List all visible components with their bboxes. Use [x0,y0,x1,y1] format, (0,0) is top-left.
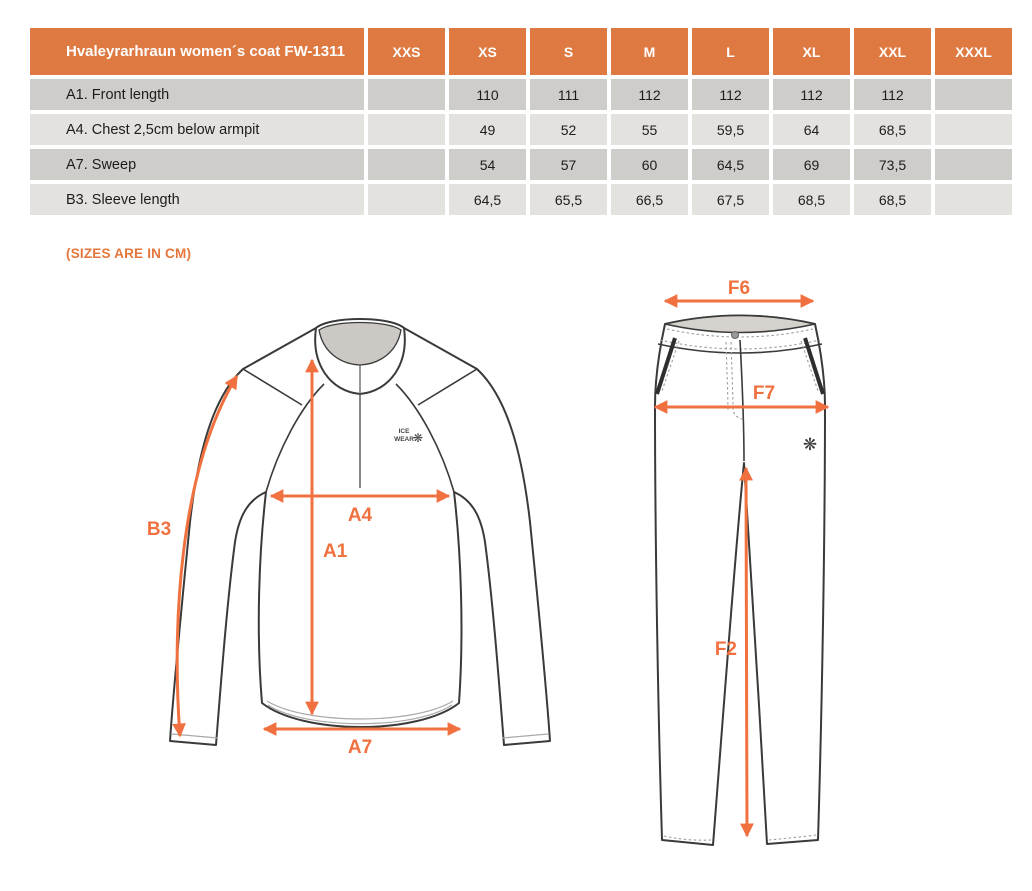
size-value [935,114,1012,145]
jacket-measurement-diagram [128,302,568,792]
size-value: 65,5 [530,184,607,215]
measurement-label: B3. Sleeve length [30,184,364,215]
size-value [368,114,445,145]
size-value: 110 [449,79,526,110]
a4-label: A4 [347,505,373,526]
size-value: 68,5 [854,184,931,215]
sizes-unit-note: (SIZES ARE IN CM) [66,246,192,261]
size-header-m: M [611,28,688,75]
size-value: 112 [773,79,850,110]
size-value: 68,5 [854,114,931,145]
size-value: 59,5 [692,114,769,145]
size-value [368,79,445,110]
icewear-logo-line2: WEAR [394,436,414,443]
icewear-logo-line1: ICE [398,428,410,435]
size-header-xs: XS [449,28,526,75]
size-value: 60 [611,149,688,180]
size-value: 52 [530,114,607,145]
pants-body-outline [655,316,825,846]
size-value: 111 [530,79,607,110]
size-header-xl: XL [773,28,850,75]
f2-label: F2 [714,639,737,660]
size-value: 55 [611,114,688,145]
f7-label: F7 [752,383,776,404]
size-value: 64,5 [692,149,769,180]
size-value: 67,5 [692,184,769,215]
measurement-label: A4. Chest 2,5cm below armpit [30,114,364,145]
size-table [26,24,1016,219]
size-value [935,79,1012,110]
measurement-label: A1. Front length [30,79,364,110]
size-value: 54 [449,149,526,180]
size-value: 68,5 [773,184,850,215]
a7-label: A7 [347,737,373,758]
table-header-row [30,28,1012,75]
measurement-row-chest [30,114,1012,145]
measurement-label: A7. Sweep [30,149,364,180]
snowflake-icon: ❋ [412,431,424,445]
measurement-row-sweep [30,149,1012,180]
size-header-s: S [530,28,607,75]
size-value: 57 [530,149,607,180]
f6-label: F6 [727,278,751,299]
measurement-row-sleeve-length [30,184,1012,215]
pants-measurement-diagram [640,278,855,873]
size-value [935,184,1012,215]
size-value: 73,5 [854,149,931,180]
a1-label: A1 [323,541,348,562]
size-value [935,149,1012,180]
product-title-cell: Hvaleyrarhraun women´s coat FW-1311 [30,28,364,75]
size-value [368,149,445,180]
size-value: 49 [449,114,526,145]
size-value: 66,5 [611,184,688,215]
f2-inseam-arrow [746,468,747,836]
waist-button [732,332,739,339]
size-value: 64 [773,114,850,145]
size-value: 69 [773,149,850,180]
size-header-xxxl: XXXL [935,28,1012,75]
size-header-xxs: XXS [368,28,445,75]
size-value: 112 [692,79,769,110]
b3-label: B3 [146,519,172,540]
snowflake-icon: ❋ [802,435,818,454]
size-value [368,184,445,215]
size-header-xxl: XXL [854,28,931,75]
size-value: 112 [854,79,931,110]
size-header-l: L [692,28,769,75]
measurement-row-front-length [30,79,1012,110]
size-value: 112 [611,79,688,110]
size-value: 64,5 [449,184,526,215]
